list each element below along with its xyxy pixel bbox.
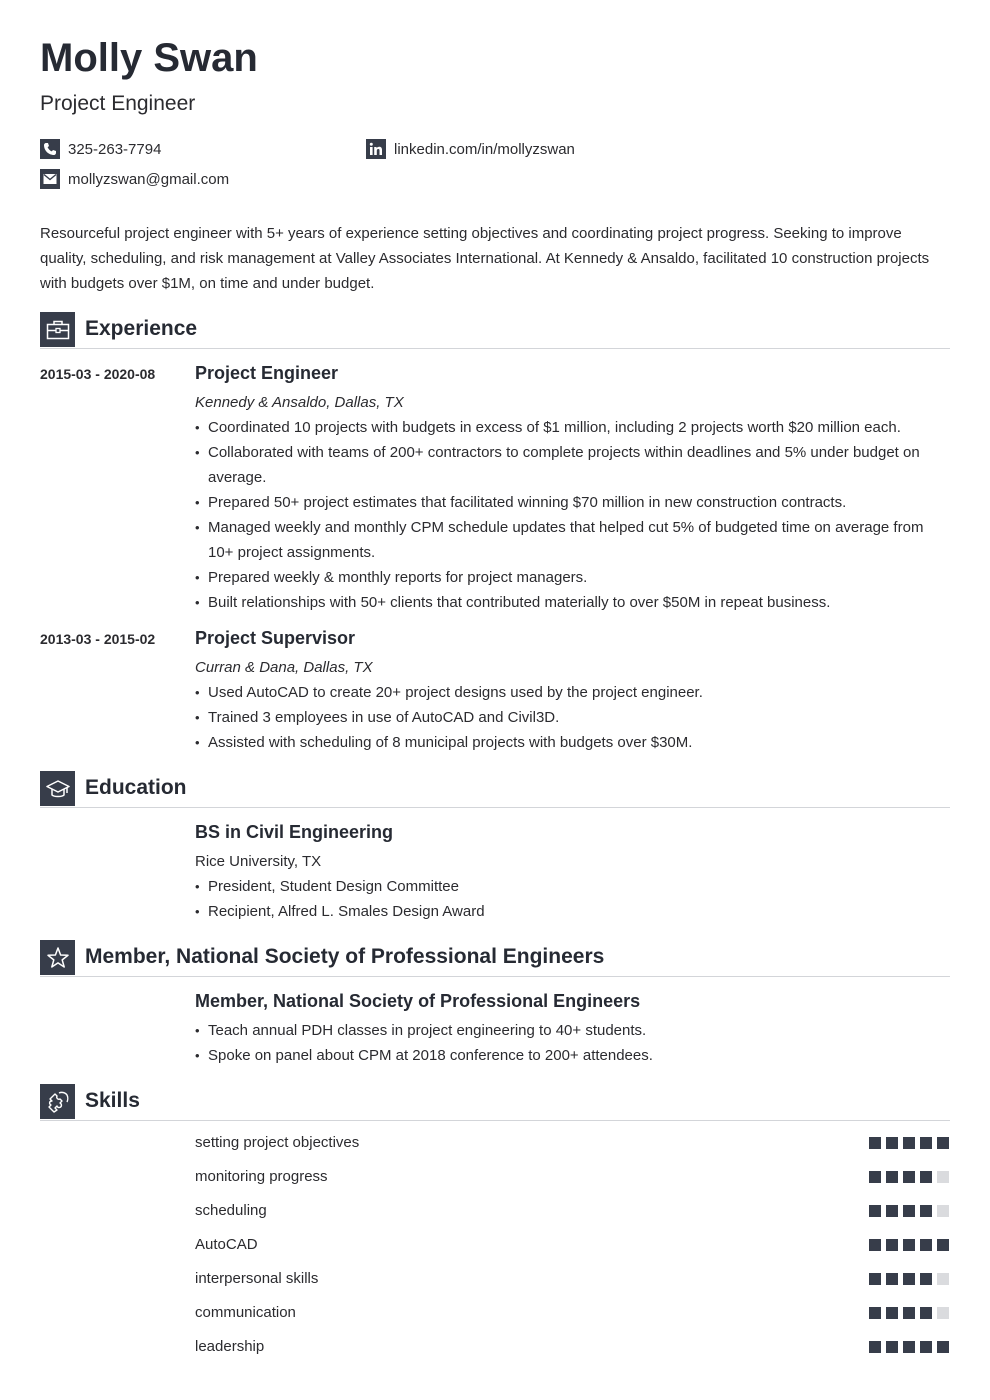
list-item: • Collaborated with teams of 200+ contractors to complete projects within deadlines and 5% under budget on average. xyxy=(195,440,940,490)
skill-level-dot xyxy=(920,1239,932,1251)
star-icon xyxy=(40,940,75,975)
skill-row xyxy=(195,1201,950,1221)
phone-icon xyxy=(40,139,60,159)
membership-title: Member, National Society of Professional Engineers xyxy=(195,991,641,1011)
skill-level-indicator xyxy=(869,1341,949,1353)
school-name: Rice University, TX xyxy=(195,853,322,870)
job-1-company: Kennedy & Ansaldo, Dallas, TX xyxy=(195,394,404,411)
skill-name: interpersonal skills xyxy=(195,1270,319,1287)
skill-level-indicator xyxy=(869,1137,949,1149)
skill-level-dot xyxy=(937,1273,949,1285)
list-item: • Built relationships with 50+ clients that contributed materially to over $50M in repeat business. xyxy=(195,590,940,615)
list-item: • Prepared weekly & monthly reports for project managers. xyxy=(195,565,940,590)
contact-linkedin xyxy=(366,139,575,159)
skill-level-dot xyxy=(886,1137,898,1149)
summary-text: Resourceful project engineer with 5+ years of experience setting objectives and coordinating project progress. Seeking to improve quality, scheduling, and risk management at Valley Associates International. At Kennedy & Ansaldo, facilitated 10 construction projects with budgets over $1M, on time and under budget. xyxy=(40,225,930,292)
list-item: • Managed weekly and monthly CPM schedule updates that helped cut 5% of budgeted time on average from 10+ project assignments. xyxy=(195,515,940,565)
job-2-dates: 2013-03 - 2015-02 xyxy=(40,631,156,647)
envelope-icon xyxy=(40,169,60,189)
skill-level-dot xyxy=(869,1307,881,1319)
skill-level-dot xyxy=(869,1341,881,1353)
skill-level-dot xyxy=(920,1205,932,1217)
degree-title: BS in Civil Engineering xyxy=(195,822,394,842)
experience-section-header xyxy=(40,312,950,349)
job-2-bullets xyxy=(195,680,940,755)
skill-level-dot xyxy=(903,1273,915,1285)
skill-level-dot xyxy=(903,1239,915,1251)
skill-level-dot xyxy=(886,1239,898,1251)
list-item: • Spoke on panel about CPM at 2018 conference to 200+ attendees. xyxy=(195,1043,940,1068)
skill-level-dot xyxy=(920,1137,932,1149)
linkedin-icon xyxy=(366,139,386,159)
skill-level-dot xyxy=(869,1171,881,1183)
list-item: • Prepared 50+ project estimates that facilitated winning $70 million in new construction contracts. xyxy=(195,490,940,515)
skill-level-dot xyxy=(903,1307,915,1319)
skill-level-dot xyxy=(886,1171,898,1183)
skill-row xyxy=(195,1269,950,1289)
skill-level-indicator xyxy=(869,1307,949,1319)
membership-bullets xyxy=(195,1018,940,1068)
skill-name: leadership xyxy=(195,1338,265,1355)
membership-section-title: Member, National Society of Professional Engineers xyxy=(85,945,605,968)
skill-level-dot xyxy=(886,1341,898,1353)
education-section-header xyxy=(40,771,950,808)
skill-name: setting project objectives xyxy=(195,1134,360,1151)
skill-level-dot xyxy=(886,1273,898,1285)
skill-level-dot xyxy=(869,1239,881,1251)
list-item: • Teach annual PDH classes in project engineering to 40+ students. xyxy=(195,1018,940,1043)
graduation-cap-icon xyxy=(40,771,75,806)
skill-row xyxy=(195,1133,950,1153)
skill-level-dot xyxy=(869,1137,881,1149)
candidate-name: Molly Swan xyxy=(40,36,258,80)
briefcase-icon xyxy=(40,312,75,347)
skill-level-indicator xyxy=(869,1205,949,1217)
skill-level-dot xyxy=(920,1171,932,1183)
skill-name: scheduling xyxy=(195,1202,267,1219)
job-1-dates: 2015-03 - 2020-08 xyxy=(40,366,156,382)
list-item: • Trained 3 employees in use of AutoCAD and Civil3D. xyxy=(195,705,940,730)
contact-phone xyxy=(40,139,161,159)
skill-level-dot xyxy=(903,1341,915,1353)
skill-level-dot xyxy=(903,1137,915,1149)
skill-level-dot xyxy=(869,1273,881,1285)
skill-level-dot xyxy=(869,1205,881,1217)
skill-name: communication xyxy=(195,1304,296,1321)
job-2-title: Project Supervisor xyxy=(195,628,356,648)
skill-row xyxy=(195,1337,950,1357)
skill-level-dot xyxy=(886,1307,898,1319)
phone-text: 325-263-7794 xyxy=(68,140,162,158)
skill-row xyxy=(195,1303,950,1323)
skill-level-dot xyxy=(920,1273,932,1285)
skill-name: AutoCAD xyxy=(195,1236,258,1253)
skill-level-dot xyxy=(937,1171,949,1183)
list-item: • President, Student Design Committee xyxy=(195,874,940,899)
skill-level-indicator xyxy=(869,1239,949,1251)
membership-section-header xyxy=(40,940,950,977)
list-item: • Assisted with scheduling of 8 municipal projects with budgets over $30M. xyxy=(195,730,940,755)
skill-level-dot xyxy=(886,1205,898,1217)
education-title: Education xyxy=(85,776,187,799)
skill-level-indicator xyxy=(869,1273,949,1285)
email-text[interactable]: mollyzswan@gmail.com xyxy=(68,170,230,188)
contact-email xyxy=(40,169,229,189)
skill-name: monitoring progress xyxy=(195,1168,328,1185)
job-2-company: Curran & Dana, Dallas, TX xyxy=(195,659,373,676)
list-item: • Used AutoCAD to create 20+ project designs used by the project engineer. xyxy=(195,680,940,705)
skill-level-dot xyxy=(903,1205,915,1217)
skill-row xyxy=(195,1235,950,1255)
skill-level-dot xyxy=(937,1307,949,1319)
puzzle-icon xyxy=(40,1084,75,1119)
skill-level-dot xyxy=(937,1205,949,1217)
linkedin-text[interactable]: linkedin.com/in/mollyzswan xyxy=(394,140,575,158)
list-item: • Recipient, Alfred L. Smales Design Award xyxy=(195,899,940,924)
skill-level-indicator xyxy=(869,1171,949,1183)
experience-title: Experience xyxy=(85,317,198,340)
skills-section-header xyxy=(40,1084,950,1121)
skill-level-dot xyxy=(937,1137,949,1149)
skills-title: Skills xyxy=(85,1089,140,1112)
job-1-bullets xyxy=(195,415,940,615)
skill-level-dot xyxy=(937,1239,949,1251)
job-1-title: Project Engineer xyxy=(195,363,339,383)
skill-level-dot xyxy=(920,1307,932,1319)
skill-level-dot xyxy=(937,1341,949,1353)
candidate-headline: Project Engineer xyxy=(40,92,196,115)
skill-level-dot xyxy=(903,1171,915,1183)
education-bullets xyxy=(195,874,940,924)
skill-level-dot xyxy=(920,1341,932,1353)
list-item: • Coordinated 10 projects with budgets in excess of $1 million, including 2 projects worth $20 million each. xyxy=(195,415,940,440)
skill-row xyxy=(195,1167,950,1187)
